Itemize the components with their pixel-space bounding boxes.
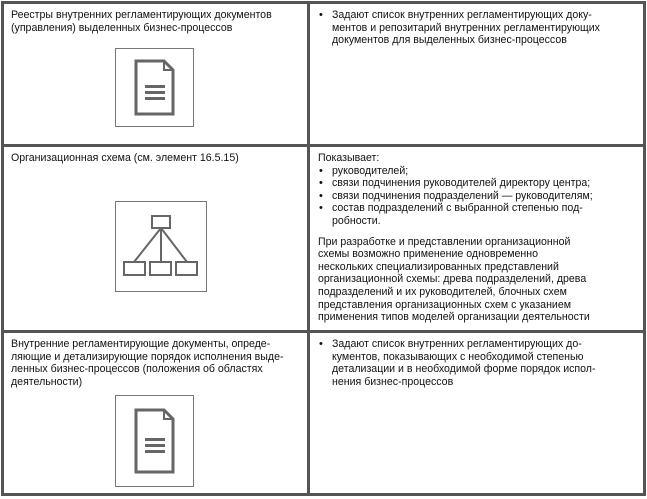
row1-bullet-list — [318, 9, 630, 47]
bullet-line: нения бизнес-процессов — [332, 375, 454, 388]
row3-bullet-list — [318, 338, 630, 388]
bullet-item — [318, 9, 630, 47]
row1-title — [11, 9, 296, 34]
document-icon — [115, 48, 194, 127]
row2-title-line: Организационная схема (см. элемент 16.5.15) — [11, 152, 239, 164]
document-icon — [115, 395, 194, 487]
row1-title-line: (управления) выделенных бизнес-процессов — [11, 21, 233, 34]
paragraph-line: организационной схемы: древа подразделений, древа — [318, 273, 587, 286]
row3-description — [318, 338, 630, 388]
bullet-line: связи подчинения руководителей директору центра; — [332, 177, 591, 190]
bullet-line: Задают список внутренних регламентирующих доку- — [332, 9, 592, 21]
row2-description — [318, 152, 630, 324]
paragraph-line: представления организационных схем с указанием — [318, 298, 572, 311]
paragraph-line: подразделений и их руководителей, блочных схем — [318, 285, 567, 298]
table-border-bottom — [1, 493, 646, 496]
row1-description — [318, 9, 630, 47]
row1-title-line: Реестры внутренних регламентирующих документов — [11, 9, 272, 21]
row2-title — [11, 152, 296, 165]
row3-title — [11, 338, 296, 388]
bullet-item — [318, 190, 630, 203]
table-border-top — [1, 1, 646, 4]
bullet-line: документов для выделенных бизнес-процессов — [332, 34, 567, 47]
paragraph-line: При разработке и представлении организационной — [318, 235, 571, 248]
row-divider — [1, 144, 646, 147]
row2-bullet-list — [318, 165, 630, 228]
row2-paragraph — [318, 236, 630, 324]
table-border-right — [643, 1, 646, 496]
row3-title-line: Внутренние регламентирующие документы, опреде- — [11, 338, 271, 350]
bullet-line: руководителей; — [332, 164, 409, 177]
bullet-line: кументов, показывающих с необходимой степенью — [332, 350, 584, 363]
table-border-left — [1, 1, 4, 496]
row2-intro: Показывает: — [318, 152, 380, 164]
row-divider — [1, 330, 646, 333]
bullet-line: ментов и репозитарий внутренних регламентирующих — [332, 21, 600, 34]
row3-title-line: ленных бизнес-процессов (положения об областях — [11, 363, 263, 376]
bullet-line: состав подразделений с выбранной степенью под- — [332, 202, 583, 215]
org-chart-icon — [115, 201, 207, 292]
bullet-item — [318, 202, 630, 227]
row3-title-line: ляющие и детализирующие порядок исполнения выде- — [11, 350, 284, 363]
paragraph-line: применения типов моделей организации деятельности — [318, 311, 590, 324]
bullet-item — [318, 165, 630, 178]
bullet-line: робности. — [332, 214, 381, 227]
bullet-line: детализации и в необходимой форме порядок испол- — [332, 363, 596, 376]
row3-title-line: деятельности) — [11, 375, 83, 388]
column-divider — [307, 1, 310, 496]
paragraph-line: нескольких специализированных представлений — [318, 260, 559, 273]
bullet-line: Задают список внутренних регламентирующих до- — [332, 338, 582, 350]
bullet-line: связи подчинения подразделений — руководителям; — [332, 189, 593, 202]
bullet-item — [318, 177, 630, 190]
paragraph-line: схемы возможно применение одновременно — [318, 248, 539, 261]
bullet-item — [318, 338, 630, 388]
